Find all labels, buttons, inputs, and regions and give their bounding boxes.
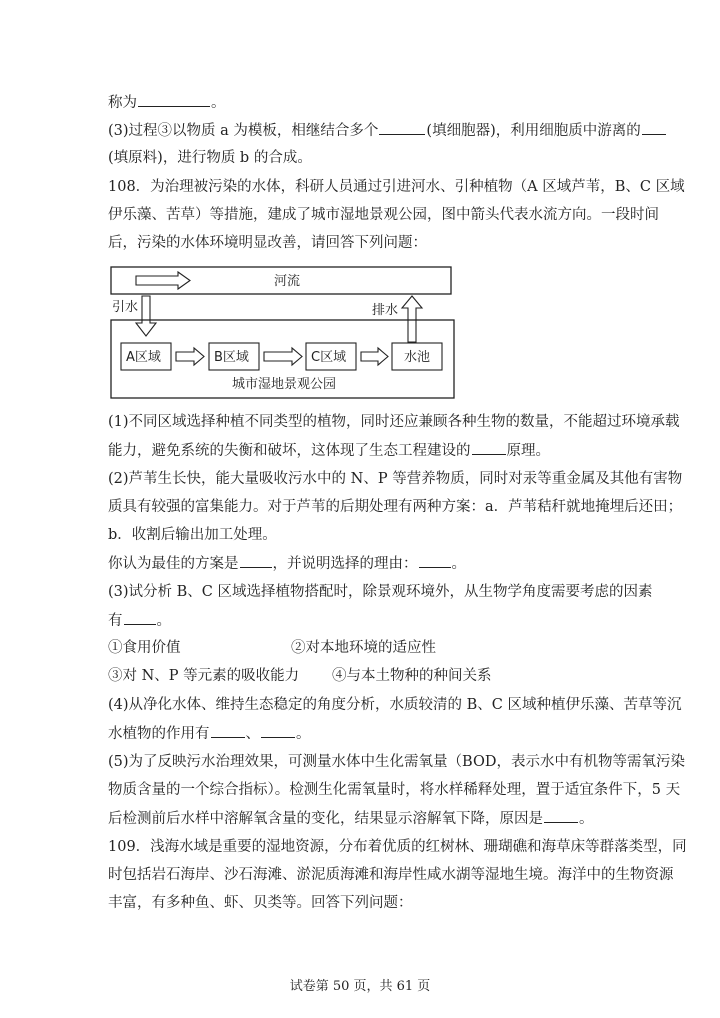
text-line: 质具有较强的富集能力。对于芦苇的后期处理有两种方案：a．芦苇秸秆就地掩埋后还田；	[108, 499, 683, 515]
pool-label: 水池	[404, 350, 431, 365]
outflow-arrow-icon	[402, 296, 422, 342]
text-line: 丰富，有多种鱼、虾、贝类等。回答下列问题：	[108, 895, 413, 911]
park-label: 城市湿地景观公园	[232, 377, 337, 392]
answer-blank[interactable]	[419, 553, 451, 568]
text-line: 伊乐藻、苦草）等措施，建成了城市湿地景观公园，图中箭头代表水流方向。一段时间	[108, 207, 659, 223]
answer-blank[interactable]	[472, 440, 506, 455]
text-line: (5)为了反映污水治理效果，可测量水体中生化需氧量（BOD，表示水中有机物等需氧污染	[108, 754, 685, 770]
answer-blank[interactable]	[642, 120, 666, 135]
text-line: 有 。	[108, 610, 628, 631]
inflow-arrow-icon	[136, 296, 156, 336]
inflow-label: 引水	[112, 300, 139, 315]
text-line: (4)从净化水体、维持生态稳定的角度分析，水质较清的 B、C 区域种植伊乐藻、苦草等沉	[108, 697, 682, 713]
question-109-stem: 109．浅海水域是重要的湿地资源，分布着优质的红树林、珊瑚礁和海草床等群落类型，同	[108, 839, 687, 855]
wetland-flow-diagram	[110, 263, 460, 403]
river-flow-arrow-icon	[136, 272, 190, 289]
text-line: 后，污染的水体环境明显改善，请回答下列问题：	[108, 235, 427, 251]
answer-blank[interactable]	[124, 610, 156, 625]
text-line: (3)过程③以物质 a 为模板，相继结合多个 (填细胞器)，利用细胞质中游离的	[108, 120, 628, 141]
text-line: 物质含量的一个综合指标）。检测生化需氧量时，将水样稀释处理，置于适宜条件下，5 天	[108, 782, 681, 798]
text-line: (填原料)，进行物质 b 的合成。	[108, 150, 312, 166]
river-label: 河流	[274, 274, 301, 289]
outflow-label: 排水	[372, 303, 399, 318]
option-2: ②对本地环境的适应性	[291, 640, 436, 656]
text-line: 时包括岩石海岸、沙石海滩、淤泥质海滩和海岸性咸水湖等湿地生境。海洋中的生物资源	[108, 867, 674, 883]
answer-blank[interactable]	[211, 723, 245, 738]
text-line: 能力，避免系统的失衡和破坏，这体现了生态工程建设的 原理。	[108, 440, 628, 461]
answer-blank[interactable]	[240, 553, 272, 568]
text-line: 后检测前后水样中溶解氧含量的变化，结果显示溶解氧下降，原因是 。	[108, 808, 628, 829]
flow-arrow-icon	[361, 348, 388, 365]
zone-b-label: B区域	[214, 350, 249, 365]
answer-blank[interactable]	[138, 92, 210, 107]
answer-blank[interactable]	[544, 808, 578, 823]
flow-arrow-icon	[176, 348, 204, 365]
text-line: (2)芦苇生长快，能大量吸收污水中的 N、P 等营养物质，同时对汞等重金属及其他有害物	[108, 471, 683, 487]
text-line: (3)试分析 B、C 区域选择植物搭配时，除景观环境外，从生物学角度需要考虑的因素	[108, 584, 653, 600]
text-line: 称为 。	[108, 92, 628, 113]
answer-blank[interactable]	[379, 120, 425, 135]
text-line: b．收割后输出加工处理。	[108, 527, 277, 543]
text-line: 你认为最佳的方案是 ，并说明选择的理由： 。	[108, 553, 628, 574]
option-4: ④与本土物种的种间关系	[332, 668, 492, 684]
answer-blank[interactable]	[261, 723, 295, 738]
zone-c-label: C区域	[311, 350, 347, 365]
option-3: ③对 N、P 等元素的吸收能力	[108, 668, 300, 684]
zone-a-label: A区域	[126, 350, 161, 365]
text-line: 水植物的作用有 、 。	[108, 723, 628, 744]
question-108-stem: 108．为治理被污染的水体，科研人员通过引进河水、引种植物（A 区域芦苇，B、C 区域	[108, 179, 685, 195]
page-footer: 试卷第 50 页，共 61 页	[289, 979, 431, 994]
option-1: ①食用价值	[108, 640, 181, 656]
text-line: (1)不同区域选择种植不同类型的植物，同时还应兼顾各种生物的数量，不能超过环境承载	[108, 414, 680, 430]
flow-arrow-icon	[264, 348, 302, 365]
